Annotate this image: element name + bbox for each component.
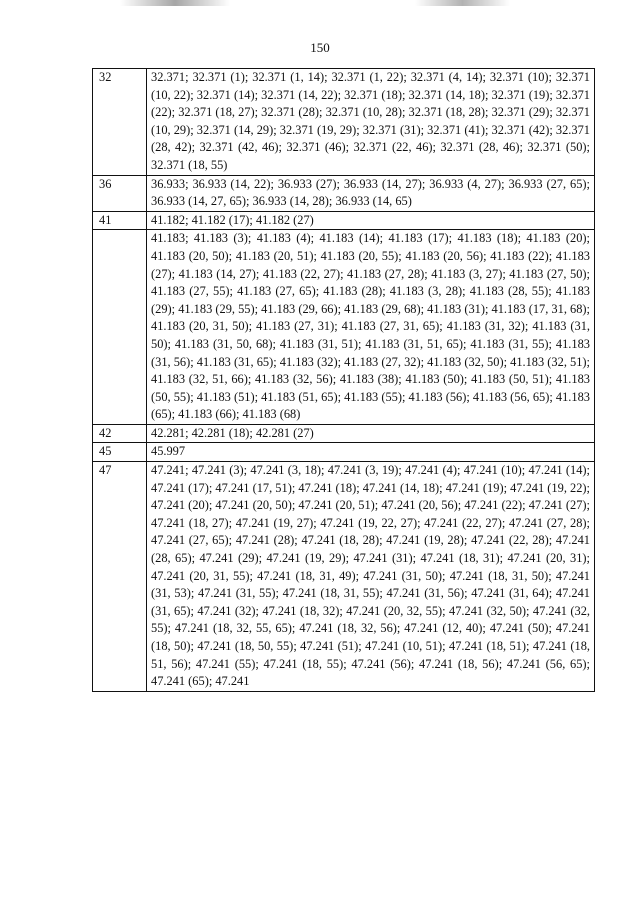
row-content: 42.281; 42.281 (18); 42.281 (27) — [147, 424, 595, 443]
table-row — [93, 175, 595, 211]
table-row — [93, 230, 595, 425]
row-code: 47 — [93, 462, 147, 692]
row-content: 32.371; 32.371 (1); 32.371 (1, 14); 32.371 (1, 22); 32.371 (4, 14); 32.371 (10); 32.371 (10, 22); 32.371 (14); 32.371 (14, 22); 32.371 (18); 32.371 (14, 18); 32.371 (19); 32.371 (22); 32.371 (18, 27); 32.371 (28); 32.371 (10, 28); 32.371 (18, 28); 32.371 (29); 32.371 (10, 29); 32.371 (14, 29); 32.371 (19, 29); 32.371 (31); 32.371 (41); 32.371 (42); 32.371 (28, 42); 32.371 (42, 46); 32.371 (46); 32.371 (22, 46); 32.371 (28, 46); 32.371 (50); 32.371 (18, 55) — [147, 69, 595, 176]
table-row — [93, 462, 595, 692]
row-code: 32 — [93, 69, 147, 176]
row-code: 42 — [93, 424, 147, 443]
row-code — [93, 230, 147, 425]
row-code: 41 — [93, 211, 147, 230]
row-content: 41.182; 41.182 (17); 41.182 (27) — [147, 211, 595, 230]
scan-artifact-right — [415, 0, 510, 6]
row-content: 45.997 — [147, 443, 595, 462]
row-code: 45 — [93, 443, 147, 462]
table-row — [93, 211, 595, 230]
scan-artifact-left — [120, 0, 230, 6]
page-number: 150 — [310, 40, 330, 55]
row-content: 47.241; 47.241 (3); 47.241 (3, 18); 47.241 (3, 19); 47.241 (4); 47.241 (10); 47.241 (14); 47.241 (17); 47.241 (17, 51); 47.241 (18); 47.241 (14, 18); 47.241 (19); 47.241 (19, 22); 47.241 (20); 47.241 (20, 50); 47.241 (20, 51); 47.241 (20, 56); 47.241 (22); 47.241 (27); 47.241 (18, 27); 47.241 (19, 27); 47.241 (19, 22, 27); 47.241 (22, 27); 47.241 (27, 28); 47.241 (27, 65); 47.241 (28); 47.241 (18, 28); 47.241 (19, 28); 47.241 (22, 28); 47.241 (28, 65); 47.241 (29); 47.241 (19, 29); 47.241 (31); 47.241 (18, 31); 47.241 (20, 31); 47.241 (20, 31, 55); 47.241 (18, 31, 49); 47.241 (31, 50); 47.241 (18, 31, 50); 47.241 (31, 53); 47.241 (31, 55); 47.241 (18, 31, 55); 47.241 (31, 56); 47.241 (31, 64); 47.241 (31, 65); 47.241 (32); 47.241 (18, 32); 47.241 (20, 32, 55); 47.241 (32, 50); 47.241 (32, 55); 47.241 (18, 32, 55, 65); 47.241 (18, 32, 56); 47.241 (12, 40); 47.241 (50); 47.241 (18, 50); 47.241 (18, 50, 55); 47.241 (51); 47.241 (10, 51); 47.241 (18, 51); 47.241 (18, 51, 56); 47.241 (55); 47.241 (18, 55); 47.241 (56); 47.241 (18, 56); 47.241 (56, 65); 47.241 (65); 47.241 — [147, 462, 595, 692]
table-row — [93, 424, 595, 443]
row-code: 36 — [93, 175, 147, 211]
code-table — [92, 68, 595, 692]
row-content: 41.183; 41.183 (3); 41.183 (4); 41.183 (14); 41.183 (17); 41.183 (18); 41.183 (20); 41.183 (20, 50); 41.183 (20, 51); 41.183 (20, 55); 41.183 (20, 56); 41.183 (22); 41.183 (27); 41.183 (14, 27); 41.183 (22, 27); 41.183 (27, 28); 41.183 (3, 27); 41.183 (27, 50); 41.183 (27, 55); 41.183 (27, 65); 41.183 (28); 41.183 (3, 28); 41.183 (28, 55); 41.183 (29); 41.183 (29, 55); 41.183 (29, 66); 41.183 (29, 68); 41.183 (31); 41.183 (17, 31, 68); 41.183 (20, 31, 50); 41.183 (27, 31); 41.183 (27, 31, 65); 41.183 (31, 32); 41.183 (31, 50); 41.183 (31, 50, 68); 41.183 (31, 51); 41.183 (31, 51, 65); 41.183 (31, 55); 41.183 (31, 56); 41.183 (31, 65); 41.183 (32); 41.183 (27, 32); 41.183 (32, 50); 41.183 (32, 51); 41.183 (32, 51, 66); 41.183 (32, 56); 41.183 (38); 41.183 (50); 41.183 (50, 51); 41.183 (50, 55); 41.183 (51); 41.183 (51, 65); 41.183 (55); 41.183 (56); 41.183 (56, 65); 41.183 (65); 41.183 (66); 41.183 (68) — [147, 230, 595, 425]
table-row — [93, 69, 595, 176]
row-content: 36.933; 36.933 (14, 22); 36.933 (27); 36.933 (14, 27); 36.933 (4, 27); 36.933 (27, 65); 36.933 (14, 27, 65); 36.933 (14, 28); 36.933 (14, 65) — [147, 175, 595, 211]
table-row — [93, 443, 595, 462]
